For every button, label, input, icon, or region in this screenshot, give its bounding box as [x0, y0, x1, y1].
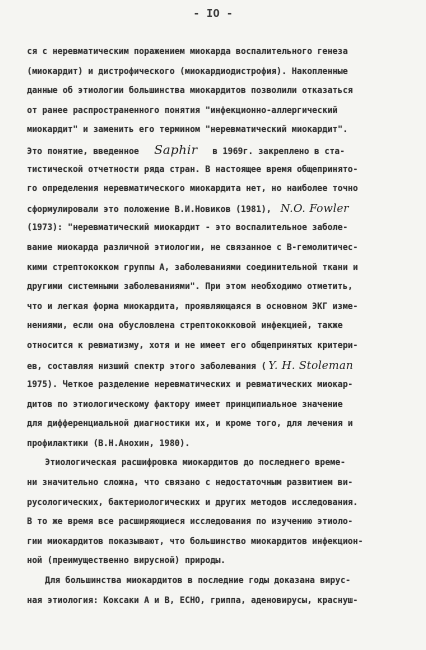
text-line: профилактики (В.Н.Анохин, 1980).: [27, 437, 190, 448]
handwritten-name: N.O. Fowler: [280, 201, 349, 215]
text-line: что и легкая форма миокардита, проявляющаяся в основном ЭКГ изме-: [27, 300, 358, 311]
text-fragment: ев, составляя низший спектр этого заболевания (: [27, 360, 267, 371]
text-line: относится к ревматизму, хотя и не имеет его общепринятых критери-: [27, 339, 358, 350]
text-line: го определения неревматического миокардита нет, но наиболее точно: [27, 183, 358, 194]
text-fragment: в 1969г. закреплено в ста-: [212, 145, 345, 156]
text-line: [27, 140, 407, 160]
text-line: В то же время все расширяющиеся исследования по изучению этиоло-: [27, 516, 353, 527]
text-line: Этиологическая расшифровка миокардитов до последнего време-: [45, 457, 346, 468]
text-fragment: сформулировали это положение В.И.Новиков (1981),: [27, 203, 272, 214]
text-line: (1973): "неревматический миокардит - это воспалительное заболе-: [27, 222, 348, 233]
text-line: ся с неревматическим поражением миокарда воспалительного генеза: [27, 46, 348, 56]
text-line: [27, 199, 407, 219]
text-line: Для большинства миокардитов в последние годы доказана вирус-: [45, 575, 351, 586]
text-line: тистической отчетности ряда стран. В настоящее время общепринято-: [27, 163, 358, 174]
text-line: дитов по этиологическому фактору имеет принципиальное значение: [27, 398, 343, 409]
text-line: ной (преимущественно вирусной) природы.: [27, 555, 226, 566]
text-fragment: Это понятие, введенное: [27, 145, 140, 156]
text-line: другими системными заболеваниями". При этом необходимо отметить,: [27, 281, 353, 292]
text-line: гии миокардитов показывают, что большинство миокардитов инфекцион-: [27, 535, 364, 546]
text-line: нениями, если она обусловлена стрептококковой инфекцией, также: [27, 320, 343, 331]
text-line: вание миокарда различной этиологии, не связанное с В-гемолитичес-: [27, 241, 358, 252]
text-line: русологических, бактериологических и других методов исследования.: [27, 496, 358, 507]
text-line: ная этиология: Коксаки А и В, ECHO, гриппа, аденовирусы, краснуш-: [27, 594, 358, 605]
page-number: - IO -: [193, 7, 233, 20]
text-line: миокардит" и заменить его термином "неревматический миокардит".: [27, 124, 348, 135]
text-line: ни значительно сложна, что связано с недостаточным развитием ви-: [27, 477, 353, 488]
text-line: данные об этиологии большинства миокардитов позволили отказаться: [27, 85, 353, 96]
text-line: [27, 356, 407, 376]
text-line: для дифференциальной диагностики их, и кроме того, для лечения и: [27, 418, 353, 429]
text-line: от ранее распространенного понятия "инфекционно-аллергический: [27, 104, 338, 115]
handwritten-name: Saphir: [154, 141, 198, 157]
text-line: 1975). Четкое разделение неревматических и ревматических миокар-: [27, 379, 353, 390]
body-text: [27, 42, 407, 610]
text-line: кими стрептококком группы А, заболеваниями соединительной ткани и: [27, 261, 358, 272]
handwritten-name: Y. H. Stoleman: [268, 358, 354, 372]
text-line: (миокардит) и дистрофического (миокардиодистрофия). Накопленные: [27, 65, 348, 76]
